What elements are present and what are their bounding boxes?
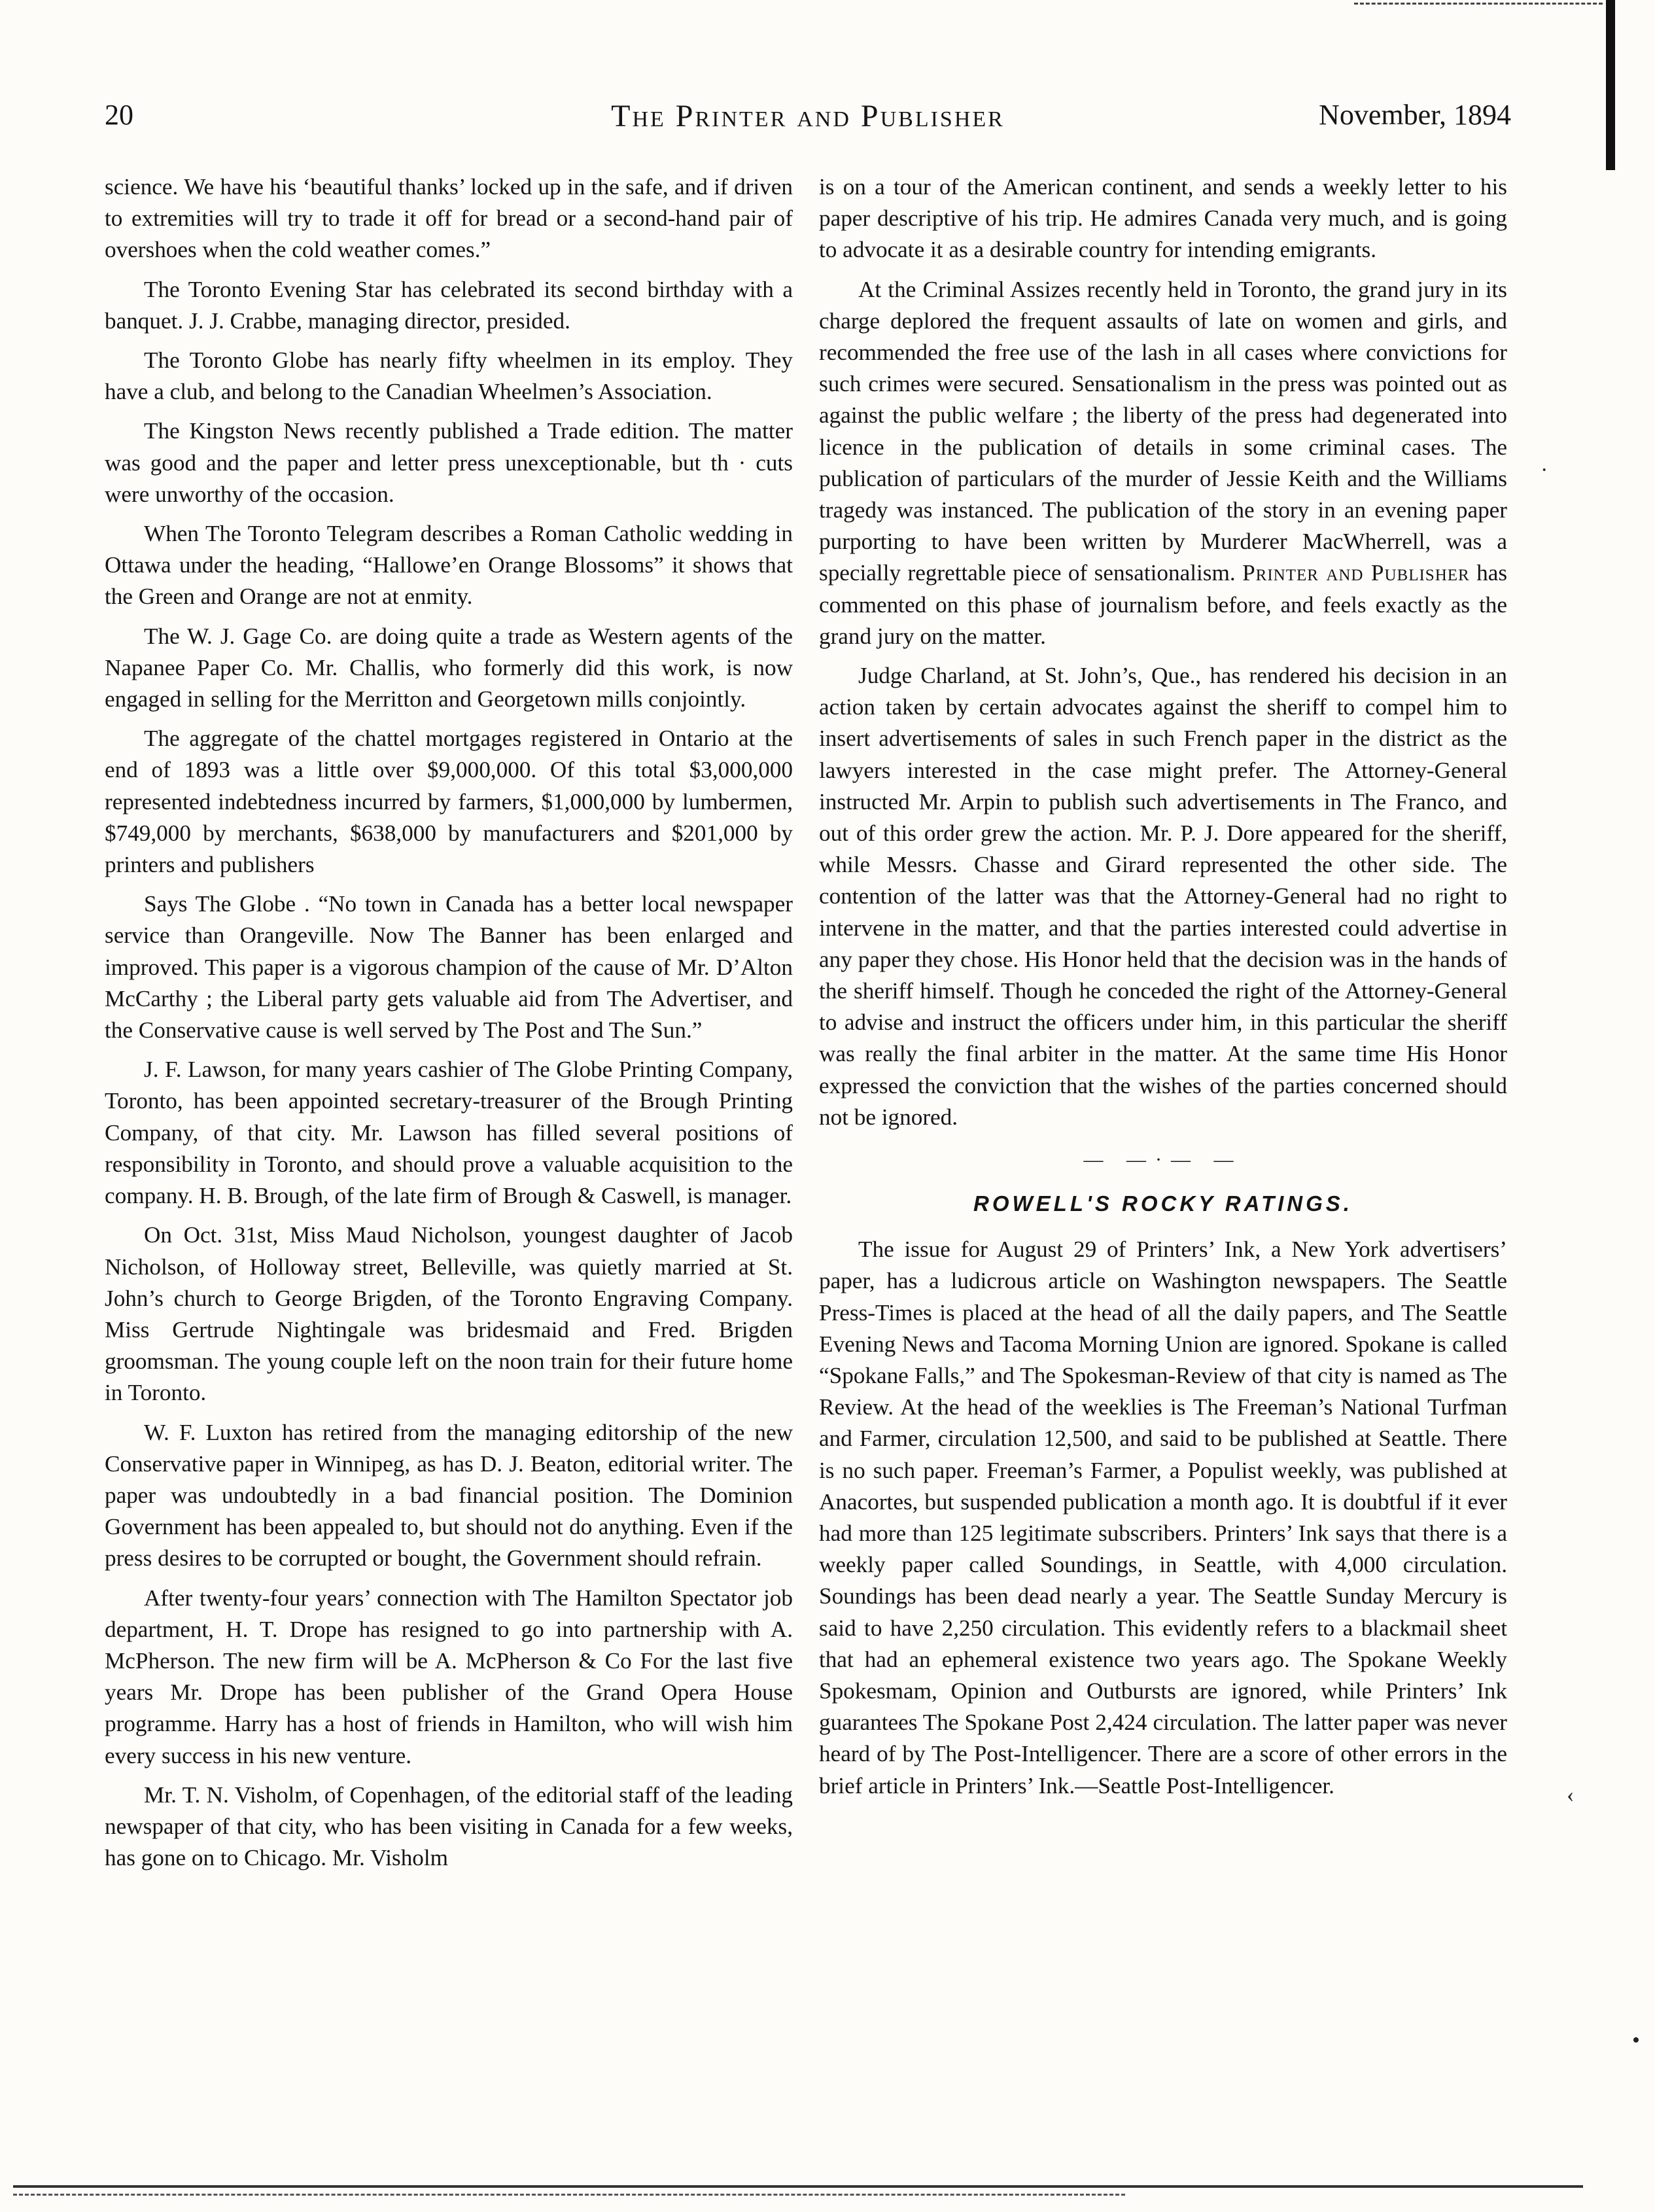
paragraph: The Toronto Evening Star has celebrated its second birthday with a banquet. J. J. Crabbe, managing director, presided. xyxy=(105,276,793,334)
speck-mark: ‹ xyxy=(1567,1783,1575,1807)
section-title: ROWELL'S ROCKY RATINGS. xyxy=(973,1191,1353,1216)
paragraph: The aggregate of the chattel mortgages registered in Ontario at the end of 1893 was a little over $9,000,000. Of this total $3,000,000 represented indebtedness incurred by farmers, $1,000,000 by lumbermen, $749,000 by merchants, $638,000 by manufacturers and $201,000 by printers and publishers xyxy=(105,726,793,878)
top-edge-rule xyxy=(1354,3,1603,5)
paragraph: The W. J. Gage Co. are doing quite a trade as Western agents of the Napanee Paper Co. Mr. Challis, who formerly did this work, is now engaged in selling for the Merritton and Georgetown mills conjointly. xyxy=(105,623,793,712)
paragraph: W. F. Luxton has retired from the managing editorship of the new Conservative paper in Winnipeg, as has D. J. Beaton, editorial writer. The paper was undoubtedly in a bad financial position. The Dominion Government has been appealed to, but should not do anything. Even if the press desires to be corrupted or bought, the Government should refrain. xyxy=(105,1419,793,1571)
paragraph: J. F. Lawson, for many years cashier of The Globe Printing Company, Toronto, has been appointed secretary-treasurer of the Brough Printing Company, of that city. Mr. Lawson has filled several positions of responsibility in Toronto, and should prove a valuable acquisition to the company. H. B. Brough, of the late firm of Brough & Caswell, is manager. xyxy=(105,1057,793,1209)
left-column xyxy=(105,171,793,1882)
bottom-edge-rule xyxy=(13,2185,1583,2188)
paragraph xyxy=(819,274,1507,652)
right-edge-mark xyxy=(1606,0,1615,170)
page-header xyxy=(105,98,1511,144)
publication-title: The Printer and Publisher xyxy=(611,99,1005,133)
paragraph: The issue for August 29 of Printers’ Ink, a New York advertisers’ paper, has a ludicrous article on Washington newspapers. The Seattle Press-Times is placed at the head of all the daily papers, and The Seattle Evening News and Tacoma Morning Union are ignored. Spokane is called “Spokane Falls,” and The Spokesman-Review of that city is named as The Review. At the head of the weeklies is The Freeman’s National Turfman and Farmer, circulation 12,500, and said to be published at Seattle. There is no such paper. Freeman’s Farmer, a Populist weekly, was published at Anacortes, but suspended publication a month ago. It is doubtful if it ever had more than 125 legitimate subscribers. Printers’ Ink says that there is a weekly paper called Soundings, in Seattle, with 4,000 circulation. Soundings has been dead nearly a year. The Seattle Sunday Mercury is said to have 2,250 circulation. This evidently refers to a blackmail sheet that had an ephemeral existence two years ago. The Spokane Weekly Spokesmam, Opinion and Outbursts are ignored, while Printers’ Ink guarantees The Spokane Post 2,424 circulation. The latter paper was never heard of by The Post-Intelligencer. There are a score of other errors in the brief article in Printers’ Ink.—Seattle Post-Intelligencer. xyxy=(819,1237,1507,1799)
page-number: 20 xyxy=(105,99,133,131)
publication-name-inline: Printer and Publisher xyxy=(1242,560,1470,586)
paragraph-body: At the Criminal Assizes recently held in Toronto, the grand jury in its charge deplored the frequent assaults of late on women and girls, and recommended the free use of the lash in all cases where convictions for such crimes were secured. Sensationalism in the press was pointed out as against the public welfare ; the liberty of the press had degenerated into licence in the publication of details in some criminal cases. The publication of particulars of the murder of Jessie Keith and the Williams tragedy was instanced. The publication of the story in an evening paper purporting to have been written by Murderer MacWherrell, was a specially regrettable piece of sensationalism. xyxy=(819,276,1507,586)
section-divider: — —·— — xyxy=(1083,1149,1243,1171)
bottom-edge-dashes xyxy=(13,2194,1125,2196)
paragraph: is on a tour of the American continent, and sends a weekly letter to his paper descriptive of his trip. He admires Canada very much, and is going to advocate it as a desirable country for intending emigrants. xyxy=(819,174,1507,263)
right-column xyxy=(819,171,1507,1810)
speck-mark: · xyxy=(1541,458,1548,482)
paragraph: After twenty-four years’ connection with The Hamilton Spectator job department, H. T. Drope has resigned to go into partnership with A. McPherson. The new firm will be A. McPherson & Co For the last five years Mr. Drope has been publisher of the Grand Opera House programme. Harry has a host of friends in Hamilton, who will wish him every success in his new venture. xyxy=(105,1585,793,1768)
paragraph: Says The Globe . “No town in Canada has a better local newspaper service than Orangeville. Now The Banner has been enlarged and improved. This paper is a vigorous champion of the cause of Mr. D’Alton McCarthy ; the Liberal party gets valuable aid from The Advertiser, and the Conservative cause is well served by The Post and The Sun.” xyxy=(105,891,793,1044)
paragraph: Mr. T. N. Visholm, of Copenhagen, of the editorial staff of the leading newspaper of that city, who has been visiting in Canada for a few weeks, has gone on to Chicago. Mr. Visholm xyxy=(105,1782,793,1871)
paragraph: The Toronto Globe has nearly fifty wheelmen in its employ. They have a club, and belong to the Canadian Wheelmen’s Association. xyxy=(105,347,793,405)
paragraph: The Kingston News recently published a Trade edition. The matter was good and the paper and letter press unexceptionable, but th · cuts were unworthy of the occasion. xyxy=(105,418,793,507)
speck-mark: • xyxy=(1632,2028,1640,2052)
paragraph: When The Toronto Telegram describes a Roman Catholic wedding in Ottawa under the heading, “Hallowe’en Orange Blossoms” it shows that the Green and Orange are not at enmity. xyxy=(105,521,793,610)
paragraph-tail: has commented on this phase of journalism before, and feels exactly as the grand jury on the matter. xyxy=(819,560,1508,649)
paragraph: science. We have his ‘beautiful thanks’ locked up in the safe, and if driven to extremities will try to trade it off for bread or a second-hand pair of overshoes when the cold weather comes.” xyxy=(105,174,793,263)
issue-date: November, 1894 xyxy=(1319,99,1511,131)
paragraph: On Oct. 31st, Miss Maud Nicholson, youngest daughter of Jacob Nicholson, of Holloway street, Belleville, was quietly married at St. John’s church to George Brigden, of the Toronto Engraving Company. Miss Gertrude Nightingale was bridesmaid and Fred. Brigden groomsman. The young couple left on the noon train for their future home in Toronto. xyxy=(105,1222,793,1406)
paragraph: Judge Charland, at St. John’s, Que., has rendered his decision in an action taken by certain advocates against the sheriff to compel him to insert advertisements of sales in such French paper in the district as the lawyers interested in the case might prefer. The Attorney-General instructed Mr. Arpin to publish such advertisements in The Franco, and out of this order grew the action. Mr. P. J. Dore appeared for the sheriff, while Messrs. Chasse and Girard represented the other side. The contention of the latter was that the Attorney-General had no right to intervene in the matter, and that the parties interested could advertise in any paper they chose. His Honor held that the decision was in the hands of the sheriff himself. Though he conceded the right of the Attorney-General to advise and instruct the officers under him, in this particular the sheriff was really the final arbiter in the matter. At the same time His Honor expressed the conviction that the wishes of the parties concerned should not be ignored. xyxy=(819,663,1507,1130)
